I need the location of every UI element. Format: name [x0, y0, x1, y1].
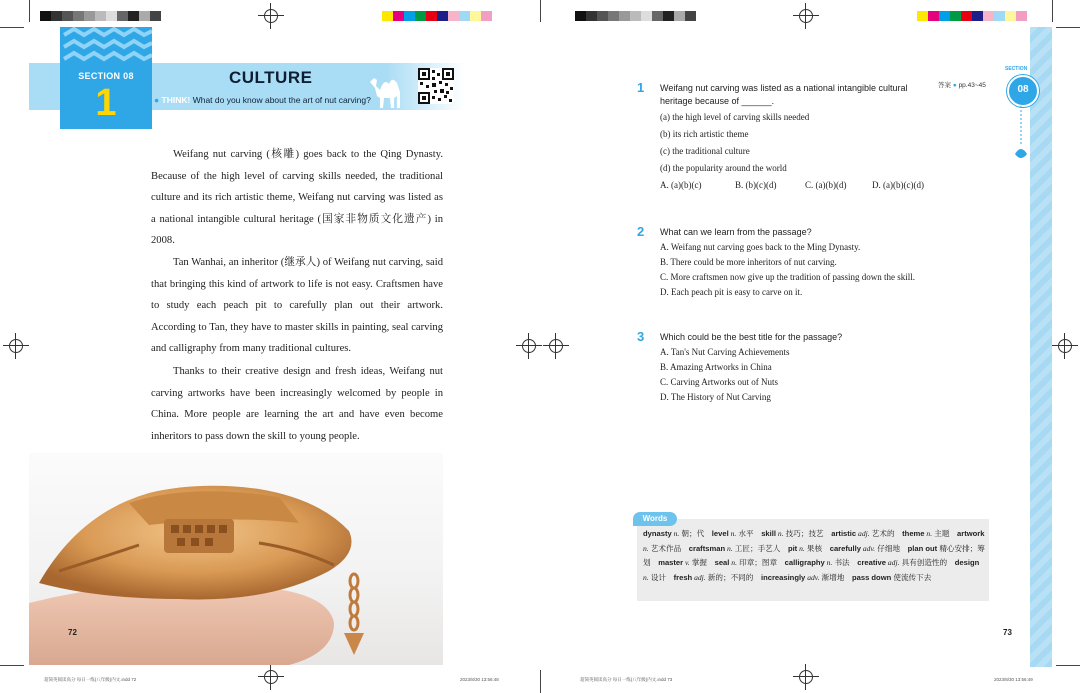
vocabulary-word: artistic: [831, 529, 857, 538]
vocabulary-meaning: 印章；图章: [736, 558, 778, 568]
statement-option: (a) the high level of carving skills needed: [660, 112, 810, 122]
vocabulary-meaning: 艺术作品: [648, 543, 682, 553]
answer-choice[interactable]: D. The History of Nut Carving: [660, 392, 771, 402]
vocabulary-word: carefully: [829, 543, 861, 553]
vocabulary-word: seal: [714, 558, 730, 568]
think-label: THINK!: [161, 95, 191, 105]
registration-mark: [793, 664, 819, 690]
grayscale-bar-right: [575, 11, 696, 21]
vocabulary-entry: [689, 544, 781, 553]
question-number: 2: [637, 224, 645, 239]
answer-choice[interactable]: B. Amazing Artworks in China: [660, 362, 772, 372]
trim-mark: [1056, 27, 1080, 28]
answer-choice[interactable]: C. More craftsmen now give up the tradition of passing down the skill.: [660, 272, 915, 282]
statement-option: (b) its rich artistic theme: [660, 129, 749, 139]
vocabulary-meaning: 书法: [832, 558, 850, 568]
vocabulary-word: skill: [761, 529, 776, 538]
vocabulary-pos: n.: [775, 529, 784, 538]
answer-choice[interactable]: A. Tan's Nut Carving Achievements: [660, 347, 790, 357]
question-number: 1: [637, 80, 645, 95]
vocabulary-word: fresh: [673, 572, 693, 582]
vocabulary-pos: v.: [683, 558, 690, 568]
question-text: What can we learn from the passage?: [660, 227, 812, 237]
vocabulary-entry: [712, 529, 754, 538]
page-number-left: 72: [68, 628, 77, 637]
camel-icon: [364, 68, 408, 110]
statement-option: (c) the traditional culture: [660, 146, 750, 156]
vocabulary-meaning: 新的；不同的: [705, 572, 754, 582]
trim-mark: [1052, 0, 1053, 22]
vocabulary-word: design: [954, 558, 980, 568]
vocabulary-entry: [902, 529, 949, 538]
vocabulary-entry: [852, 573, 931, 582]
answer-choice[interactable]: C. Carving Artworks out of Nuts: [660, 377, 778, 387]
vocabulary-meaning: 渐增地: [819, 572, 845, 582]
vocabulary-word: calligraphy: [784, 558, 825, 568]
registration-mark: [516, 333, 542, 359]
marker-tail-decoration: [1013, 106, 1029, 162]
passage-paragraph-3: Thanks to their creative design and fresh ideas, Weifang nut carving artworks have been increasingly welcomed by people in China. More people are learning the art and have even become inheritors to pass down the skill to young people.: [151, 366, 443, 442]
color-bar-left: [382, 11, 492, 21]
vocabulary-entry: [715, 558, 777, 567]
vocabulary-word: pass down: [852, 572, 892, 582]
section-number: 1: [95, 82, 117, 124]
qr-code[interactable]: [418, 68, 454, 104]
vocabulary-pos: adj.: [885, 558, 900, 568]
think-prompt: ● THINK! What do you know about the art of nut carving?: [154, 95, 371, 105]
vocabulary-pos: n.: [643, 572, 649, 582]
registration-mark: [258, 664, 284, 690]
statement-option: (d) the popularity around the world: [660, 163, 787, 173]
registration-mark: [1052, 333, 1078, 359]
vocabulary-word: artwork: [957, 529, 985, 538]
vocabulary-meaning: 具有创造性的: [899, 558, 948, 568]
vocabulary-pos: n.: [797, 543, 805, 553]
passage-paragraph-2: Tan Wanhai, an inheritor (继承人) of Weifang nut carving, said that bringing this kind of artwork to life is not easy. Craftsmen have to study each peach pit to carefully plan out their artwork. According to Tan, they have to master skills in painting, seal carving and calligraphy from many traditional cultures.: [151, 257, 443, 355]
vocabulary-meaning: 精心安排；筹划: [643, 543, 985, 568]
vocabulary-meaning: 水平: [736, 529, 754, 538]
footer-file-right: 超简英阅读高分 每日一练(八年级)内文.indd 73: [580, 677, 673, 682]
vocabulary-word: pit: [787, 543, 798, 553]
trim-mark: [540, 0, 541, 22]
trim-mark: [29, 0, 30, 22]
trim-mark: [0, 665, 24, 666]
page-number-right: 73: [1003, 628, 1012, 637]
vocabulary-meaning: 果核: [804, 543, 823, 553]
grayscale-bar-left: [40, 11, 161, 21]
nut-carving-photo: [29, 453, 443, 665]
vocabulary-entry: [785, 558, 850, 567]
question-text: Which could be the best title for the passage?: [660, 332, 843, 342]
answer-label: 答案: [938, 82, 951, 89]
vocabulary-meaning: 仔细地: [875, 543, 901, 553]
answer-reference: 答案 ● pp.43~45: [938, 82, 986, 89]
registration-mark: [258, 3, 284, 29]
registration-mark: [543, 333, 569, 359]
think-question: What do you know about the art of nut carving?: [192, 95, 371, 105]
vocabulary-word: creative: [857, 558, 886, 568]
vocabulary-pos: adv.: [860, 543, 876, 553]
vocabulary-list: [643, 527, 985, 585]
trim-mark: [1056, 665, 1080, 666]
vocabulary-word: level: [711, 529, 729, 538]
answer-choice[interactable]: D. (a)(b)(c)(d): [872, 180, 924, 190]
vocabulary-meaning: 技巧；技艺: [783, 529, 824, 538]
vocabulary-word: increasingly: [760, 572, 806, 582]
vocabulary-pos: n.: [728, 529, 737, 538]
vocabulary-pos: adj.: [856, 529, 870, 538]
answer-pages: pp.43~45: [958, 82, 986, 89]
zigzag-decoration: [60, 27, 152, 67]
vocabulary-meaning: 朝；代: [679, 529, 705, 538]
vocabulary-entry: [788, 544, 822, 553]
vocabulary-word: plan out: [907, 543, 938, 553]
footer-file-left: 超简英阅读高分 每日一练(八年级)内文.indd 72: [44, 677, 137, 682]
vocabulary-entry: [643, 529, 704, 538]
vocabulary-pos: n.: [729, 558, 737, 568]
vocabulary-pos: n.: [824, 558, 833, 568]
answer-choice[interactable]: B. There could be more inheritors of nut carving.: [660, 257, 837, 267]
vocabulary-meaning: 使流传下去: [891, 572, 932, 582]
vocabulary-pos: n.: [671, 529, 680, 538]
color-bar-right: [917, 11, 1027, 21]
vocabulary-meaning: 艺术的: [869, 529, 895, 538]
answer-choice[interactable]: C. (a)(b)(d): [805, 180, 847, 190]
vocabulary-meaning: 工匠；手艺人: [732, 543, 781, 553]
vocabulary-word: theme: [902, 529, 925, 538]
vocabulary-pos: n.: [725, 543, 733, 553]
answer-choice[interactable]: D. Each peach pit is easy to carve on it.: [660, 287, 803, 297]
vocabulary-entry: [830, 544, 900, 553]
vocabulary-pos: adj.: [692, 572, 706, 582]
vocabulary-entry: [674, 573, 754, 582]
vocabulary-tag: [633, 512, 677, 526]
question-text: Weifang nut carving was listed as a national intangible cultural heritage because of ______.: [660, 83, 908, 106]
vocabulary-entry: [658, 558, 707, 567]
question-number: 3: [637, 329, 645, 344]
vocabulary-entry: [761, 529, 823, 538]
trim-mark: [0, 27, 24, 28]
registration-mark: [3, 333, 29, 359]
vocabulary-pos: n.: [643, 543, 649, 553]
vocabulary-meaning: 掌握: [689, 558, 708, 568]
passage-paragraph-1: Weifang nut carving (核雕) goes back to the Qing Dynasty. Because of the high level of carving skills needed, the traditional culture and its rich artistic theme, Weifang nut carving was listed as a national intangible cultural heritage (国家非物质文化遗产) in 2008.: [151, 149, 443, 247]
side-marker-label: SECTION: [1005, 66, 1028, 72]
section-label: SECTION 08: [78, 71, 134, 81]
vocabulary-word: master: [658, 558, 684, 568]
footer-date-left: 2023/8/30 13:56:48: [460, 677, 499, 682]
footer-date-right: 2023/8/30 13:56:49: [994, 677, 1033, 682]
page-title: CULTURE: [229, 68, 313, 87]
vocabulary-entry: [831, 529, 894, 538]
side-strip: [1030, 27, 1052, 667]
vocabulary-meaning: 设计: [648, 572, 667, 582]
trim-mark: [540, 670, 541, 693]
registration-mark: [793, 3, 819, 29]
vocabulary-entry: [857, 558, 947, 567]
vocabulary-title: Words: [642, 514, 668, 523]
vocabulary-pos: adv.: [805, 572, 820, 582]
vocabulary-meaning: 主题: [932, 529, 950, 538]
vocabulary-word: dynasty: [643, 529, 672, 538]
answer-choice[interactable]: A. Weifang nut carving goes back to the Ming Dynasty.: [660, 242, 861, 252]
answer-choice[interactable]: B. (b)(c)(d): [735, 180, 777, 190]
section-marker-number: 08: [1017, 84, 1029, 95]
vocabulary-entry: [761, 573, 844, 582]
section-marker: [1007, 75, 1039, 107]
answer-choice[interactable]: A. (a)(b)(c): [660, 180, 702, 190]
section-badge: [60, 27, 152, 129]
vocabulary-pos: n.: [924, 529, 933, 538]
vocabulary-word: craftsman: [688, 543, 726, 553]
